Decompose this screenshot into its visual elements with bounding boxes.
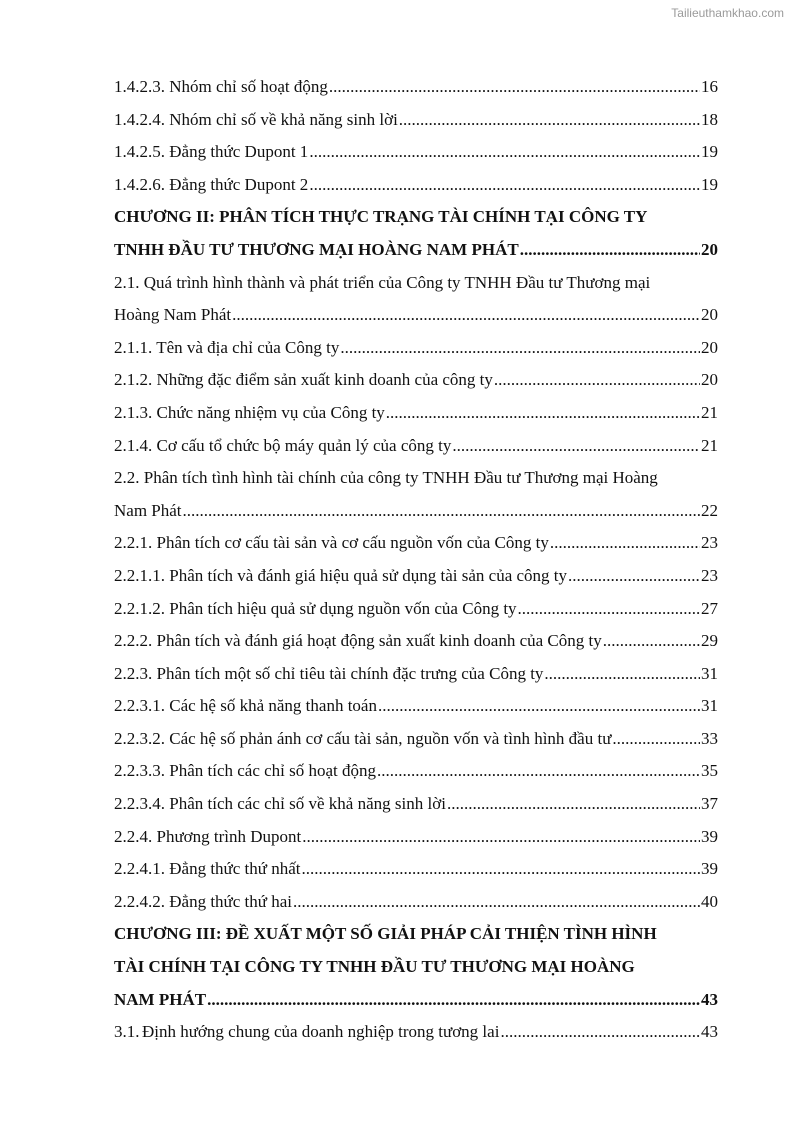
table-of-contents xyxy=(114,71,718,1049)
toc-leader-dots xyxy=(518,593,700,626)
toc-page-number: 20 xyxy=(701,239,718,259)
toc-entry[interactable] xyxy=(114,136,718,169)
toc-leader-dots xyxy=(309,169,700,202)
toc-leader-dots xyxy=(207,984,700,1017)
toc-chapter-heading[interactable] xyxy=(114,984,718,1017)
toc-entry[interactable] xyxy=(114,495,718,528)
toc-entry-title: Hoàng Nam Phát xyxy=(114,305,232,325)
toc-page-number: 43 xyxy=(701,1022,718,1042)
toc-leader-dots xyxy=(183,495,700,528)
toc-leader-dots xyxy=(494,364,700,397)
toc-entry-title: 2.2.3. Phân tích một số chỉ tiêu tài chính đặc trưng của Công ty xyxy=(114,663,544,683)
toc-page-number: 19 xyxy=(701,142,718,162)
toc-leader-dots xyxy=(550,527,700,560)
toc-entry-title: 2.1.4. Cơ cấu tổ chức bộ máy quản lý của công ty xyxy=(114,435,452,455)
toc-leader-dots xyxy=(340,332,700,365)
toc-entry-title: Nam Phát xyxy=(114,500,182,520)
toc-leader-dots xyxy=(544,658,700,691)
toc-leader-dots xyxy=(309,136,700,169)
toc-entry-title: CHƯƠNG II: PHÂN TÍCH THỰC TRẠNG TÀI CHÍNH TẠI CÔNG TY xyxy=(114,207,648,227)
toc-page-number: 37 xyxy=(701,794,718,814)
toc-entry[interactable] xyxy=(114,299,718,332)
toc-entry-title: 2.1.2. Những đặc điểm sản xuất kinh doanh của công ty xyxy=(114,370,493,390)
toc-entry[interactable] xyxy=(114,593,718,626)
toc-entry[interactable] xyxy=(114,625,718,658)
toc-chapter-heading[interactable] xyxy=(114,234,718,267)
toc-entry[interactable] xyxy=(114,267,718,300)
toc-leader-dots xyxy=(612,723,700,756)
toc-entry-title: 2.2.3.2. Các hệ số phản ánh cơ cấu tài sản, nguồn vốn và tình hình đầu tư xyxy=(114,728,612,748)
toc-entry-title: 2.2.2. Phân tích và đánh giá hoạt động sản xuất kinh doanh của Công ty xyxy=(114,631,602,651)
toc-entry[interactable] xyxy=(114,104,718,137)
toc-page-number: 43 xyxy=(701,989,718,1009)
toc-leader-dots xyxy=(293,886,700,919)
toc-entry[interactable] xyxy=(114,397,718,430)
toc-page-number: 39 xyxy=(701,859,718,879)
toc-leader-dots xyxy=(302,853,700,886)
toc-entry[interactable] xyxy=(114,723,718,756)
toc-page-number: 31 xyxy=(701,663,718,683)
toc-entry-title: 2.2.1. Phân tích cơ cấu tài sản và cơ cấu nguồn vốn của Công ty xyxy=(114,533,549,553)
toc-page-number: 22 xyxy=(701,500,718,520)
toc-page-number: 23 xyxy=(701,533,718,553)
toc-page-number: 33 xyxy=(701,728,718,748)
toc-entry-title: NAM PHÁT xyxy=(114,989,207,1009)
toc-page-number: 23 xyxy=(701,565,718,585)
toc-page-number: 20 xyxy=(701,370,718,390)
toc-leader-dots xyxy=(232,299,700,332)
toc-entry[interactable] xyxy=(114,658,718,691)
toc-entry-title: 2.2.4.2. Đẳng thức thứ hai xyxy=(114,891,293,911)
toc-entry[interactable] xyxy=(114,430,718,463)
toc-entry[interactable] xyxy=(114,788,718,821)
toc-entry-title: 1.4.2.3. Nhóm chỉ số hoạt động xyxy=(114,77,328,96)
toc-entry-title: 2.2.3.3. Phân tích các chỉ số hoạt động xyxy=(114,761,377,781)
toc-entry-title: 2.2.4. Phương trình Dupont xyxy=(114,826,302,846)
toc-page-number: 20 xyxy=(701,337,718,357)
toc-page-number: 31 xyxy=(701,696,718,716)
toc-page-number: 18 xyxy=(701,109,718,129)
toc-page-number: 19 xyxy=(701,174,718,194)
toc-leader-dots xyxy=(329,71,700,104)
toc-page-number: 20 xyxy=(701,305,718,325)
toc-entry-title: 2.1.3. Chức năng nhiệm vụ của Công ty xyxy=(114,402,385,422)
toc-leader-dots xyxy=(302,821,700,854)
toc-leader-dots xyxy=(452,430,700,463)
toc-page-number: 39 xyxy=(701,826,718,846)
watermark-text: Tailieuthamkhao.com xyxy=(671,6,784,20)
toc-leader-dots xyxy=(447,788,700,821)
toc-page-number: 40 xyxy=(701,891,718,911)
toc-entry-number: 3.1. xyxy=(114,1022,140,1042)
toc-entry[interactable] xyxy=(114,690,718,723)
toc-leader-dots xyxy=(378,690,700,723)
toc-chapter-heading[interactable] xyxy=(114,201,718,234)
toc-entry[interactable] xyxy=(114,332,718,365)
toc-entry-title: 1.4.2.5. Đẳng thức Dupont 1 xyxy=(114,142,309,162)
toc-leader-dots xyxy=(568,560,700,593)
toc-leader-dots xyxy=(520,234,700,267)
toc-page-number: 21 xyxy=(701,435,718,455)
toc-entry-title: 1.4.2.6. Đẳng thức Dupont 2 xyxy=(114,174,309,194)
toc-page-number: 21 xyxy=(701,402,718,422)
toc-entry[interactable] xyxy=(114,71,718,104)
toc-leader-dots xyxy=(603,625,700,658)
toc-entry[interactable] xyxy=(114,821,718,854)
toc-entry[interactable] xyxy=(114,755,718,788)
toc-entry-title: TNHH ĐẦU TƯ THƯƠNG MẠI HOÀNG NAM PHÁT xyxy=(114,239,519,259)
toc-entry-title: 2.2.3.4. Phân tích các chỉ số về khả năng sinh lời xyxy=(114,794,446,814)
toc-entry-title: 2.2. Phân tích tình hình tài chính của công ty TNHH Đầu tư Thương mại Hoàng xyxy=(114,468,658,488)
toc-entry-title: 2.2.4.1. Đẳng thức thứ nhất xyxy=(114,859,301,879)
toc-leader-dots xyxy=(377,755,700,788)
toc-entry-title: 2.2.1.1. Phân tích và đánh giá hiệu quả sử dụng tài sản của công ty xyxy=(114,565,568,585)
toc-entry-title: TÀI CHÍNH TẠI CÔNG TY TNHH ĐẦU TƯ THƯƠNG MẠI HOÀNG xyxy=(114,957,635,977)
toc-entry[interactable] xyxy=(114,886,718,919)
toc-entry-title: 2.1.1. Tên và địa chỉ của Công ty xyxy=(114,337,340,357)
toc-chapter-heading[interactable] xyxy=(114,951,718,984)
toc-entry[interactable] xyxy=(114,853,718,886)
toc-leader-dots xyxy=(500,1016,700,1049)
toc-entry[interactable] xyxy=(114,1016,718,1049)
toc-page-number: 16 xyxy=(701,77,718,96)
toc-entry-title: 1.4.2.4. Nhóm chỉ số về khả năng sinh lời xyxy=(114,109,398,129)
toc-entry-title: CHƯƠNG III: ĐỀ XUẤT MỘT SỐ GIẢI PHÁP CẢI THIỆN TÌNH HÌNH xyxy=(114,924,657,944)
toc-chapter-heading[interactable] xyxy=(114,918,718,951)
toc-leader-dots xyxy=(386,397,700,430)
toc-entry[interactable] xyxy=(114,462,718,495)
toc-page-number: 29 xyxy=(701,631,718,651)
toc-entry[interactable] xyxy=(114,527,718,560)
toc-page-number: 35 xyxy=(701,761,718,781)
toc-page-number: 27 xyxy=(701,598,718,618)
toc-entry-title: 2.1. Quá trình hình thành và phát triển của Công ty TNHH Đầu tư Thương mại xyxy=(114,272,651,292)
toc-entry-title: Định hướng chung của doanh nghiệp trong tương lai xyxy=(141,1022,500,1042)
toc-entry-title: 2.2.3.1. Các hệ số khả năng thanh toán xyxy=(114,696,377,716)
toc-leader-dots xyxy=(399,104,700,137)
toc-entry[interactable] xyxy=(114,364,718,397)
toc-entry-title: 2.2.1.2. Phân tích hiệu quả sử dụng nguồn vốn của Công ty xyxy=(114,598,517,618)
toc-entry[interactable] xyxy=(114,560,718,593)
toc-entry[interactable] xyxy=(114,169,718,202)
